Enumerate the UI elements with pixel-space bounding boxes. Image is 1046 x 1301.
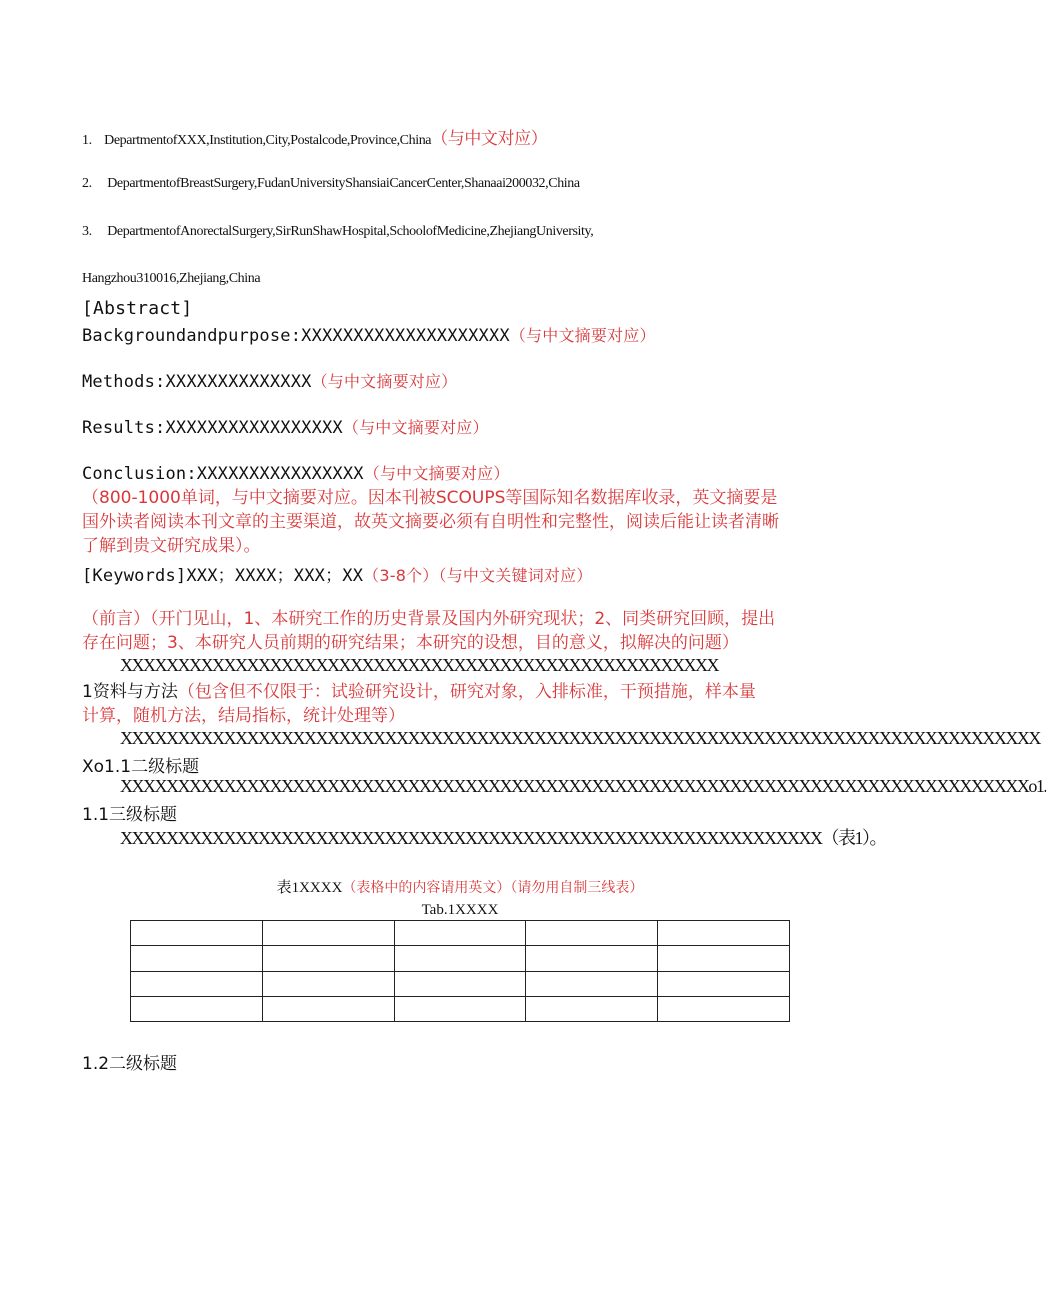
section-1-body: XXXXXXXXXXXXXXXXXXXXXXXXXXXXXXXXXXXXXXXXXXXXXXXXXXXXXXXXXXXXXXXXXXXXXXXXXXXXXXXX bbox=[120, 728, 1040, 748]
table-cell bbox=[394, 921, 526, 946]
table-cell bbox=[394, 946, 526, 971]
affiliation-note: （与中文对应） bbox=[431, 129, 548, 148]
table-cell bbox=[658, 946, 790, 971]
section-1-heading: 1资料与方法 bbox=[82, 682, 178, 702]
section-1-note-line: （包含但不仅限于：试验研究设计，研究对象，入排标准，干预措施，样本量 bbox=[177, 682, 756, 702]
abstract-conclusion bbox=[82, 461, 510, 484]
table-caption-title: 表1XXXX bbox=[276, 880, 343, 896]
table-cell bbox=[658, 971, 790, 996]
table-1 bbox=[130, 920, 790, 1022]
table-row bbox=[131, 996, 790, 1021]
affiliation-number: 2. bbox=[82, 176, 92, 191]
table-cell bbox=[526, 921, 658, 946]
section-1-1-1-body: XXXXXXXXXXXXXXXXXXXXXXXXXXXXXXXXXXXXXXXXXXXXXXXXXXXXXXXXXXXXX（表1）。 bbox=[120, 828, 886, 848]
abstract-background-note: （与中文摘要对应） bbox=[509, 326, 656, 345]
section-1 bbox=[82, 680, 756, 728]
section-1-2-heading: 1.2二级标题 bbox=[82, 1054, 178, 1074]
table-cell bbox=[262, 996, 394, 1021]
table-cell bbox=[262, 946, 394, 971]
abstract-background bbox=[82, 323, 656, 346]
table-cell bbox=[262, 971, 394, 996]
abstract-conclusion-note: （与中文摘要对应） bbox=[363, 464, 510, 483]
table-caption bbox=[0, 876, 920, 897]
affiliation-text: DepartmentofAnorectalSurgery,SirRunShawHospital,SchoolofMedicine,ZhejiangUniversity, bbox=[107, 224, 594, 239]
abstract-keywords bbox=[82, 561, 593, 586]
section-1-1-heading: Xo1.1二级标题 bbox=[82, 757, 200, 777]
intro-body: XXXXXXXXXXXXXXXXXXXXXXXXXXXXXXXXXXXXXXXXXXXXXXXXXXXX bbox=[120, 655, 718, 675]
abstract-methods-note: （与中文摘要对应） bbox=[311, 372, 458, 391]
table-cell bbox=[658, 921, 790, 946]
abstract-conclusion-label: Conclusion:XXXXXXXXXXXXXXXX bbox=[82, 464, 364, 484]
table-cell bbox=[658, 996, 790, 1021]
section-1-1-1-heading: 1.1三级标题 bbox=[82, 805, 178, 825]
table-cell bbox=[131, 971, 263, 996]
abstract-results-label: Results:XXXXXXXXXXXXXXXXX bbox=[82, 418, 343, 438]
abstract-results bbox=[82, 415, 489, 438]
table-cell bbox=[526, 996, 658, 1021]
table-cell bbox=[526, 971, 658, 996]
abstract-keywords-note: （3-8个）（与中文关键词对应） bbox=[363, 566, 593, 585]
intro-note-line: （前言）（开门见山，1、本研究工作的历史背景及国内外研究现状；2、同类研究回顾，提出 bbox=[82, 609, 776, 629]
abstract-methods-label: Methods:XXXXXXXXXXXXXX bbox=[82, 372, 312, 392]
table-cell bbox=[394, 996, 526, 1021]
affiliation-3-continuation: Hangzhou310016,Zhejiang,China bbox=[82, 271, 261, 286]
affiliation-number: 3. bbox=[82, 224, 92, 239]
table-row bbox=[131, 921, 790, 946]
abstract-keywords-label: [Keywords]XXX；XXXX；XXX；XX bbox=[82, 566, 364, 586]
affiliation-text: DepartmentofBreastSurgery,FudanUniversityShansiaiCancerCenter,Shanaai200032,China bbox=[107, 176, 580, 191]
table-row bbox=[131, 971, 790, 996]
affiliation-number: 1. bbox=[82, 133, 92, 148]
abstract-background-label: Backgroundandpurpose:XXXXXXXXXXXXXXXXXXXX bbox=[82, 326, 510, 346]
table-row bbox=[131, 946, 790, 971]
table-caption-note: （表格中的内容请用英文）（请勿用自制三线表） bbox=[342, 880, 644, 896]
table-cell bbox=[131, 921, 263, 946]
abstract-guideline-line: 了解到贵文研究成果）。 bbox=[82, 536, 261, 556]
abstract-results-note: （与中文摘要对应） bbox=[342, 418, 489, 437]
abstract-guideline-line: （800-1000单词，与中文摘要对应。因本刊被SCOUPS等国际知名数据库收录，英文摘要是 bbox=[82, 488, 778, 508]
table-cell bbox=[262, 921, 394, 946]
table-cell bbox=[526, 946, 658, 971]
table-caption-en: Tab.1XXXX bbox=[421, 902, 499, 918]
affiliation-2 bbox=[82, 176, 580, 192]
table-cell bbox=[131, 996, 263, 1021]
affiliation-text: DepartmentofXXX,Institution,City,Postalcode,Province,China bbox=[104, 133, 432, 148]
abstract-guideline-line: 国外读者阅读本刊文章的主要渠道，故英文摘要必须有自明性和完整性，阅读后能让读者清晰 bbox=[82, 512, 779, 532]
abstract-guideline bbox=[82, 486, 779, 558]
affiliation-3 bbox=[82, 224, 593, 240]
section-1-1-body: XXXXXXXXXXXXXXXXXXXXXXXXXXXXXXXXXXXXXXXXXXXXXXXXXXXXXXXXXXXXXXXXXXXXXXXXXXXXXXXo1. bbox=[120, 776, 1046, 796]
intro-note bbox=[82, 607, 775, 655]
table-cell bbox=[394, 971, 526, 996]
section-1-note-line: 计算，随机方法，结局指标，统计处理等） bbox=[82, 706, 405, 726]
abstract-heading: [Abstract] bbox=[82, 298, 193, 319]
table-cell bbox=[131, 946, 263, 971]
abstract-methods bbox=[82, 369, 457, 392]
intro-note-line: 存在问题；3、本研究人员前期的研究结果；本研究的设想，目的意义，拟解决的问题） bbox=[82, 633, 739, 653]
affiliation-1 bbox=[82, 124, 547, 149]
